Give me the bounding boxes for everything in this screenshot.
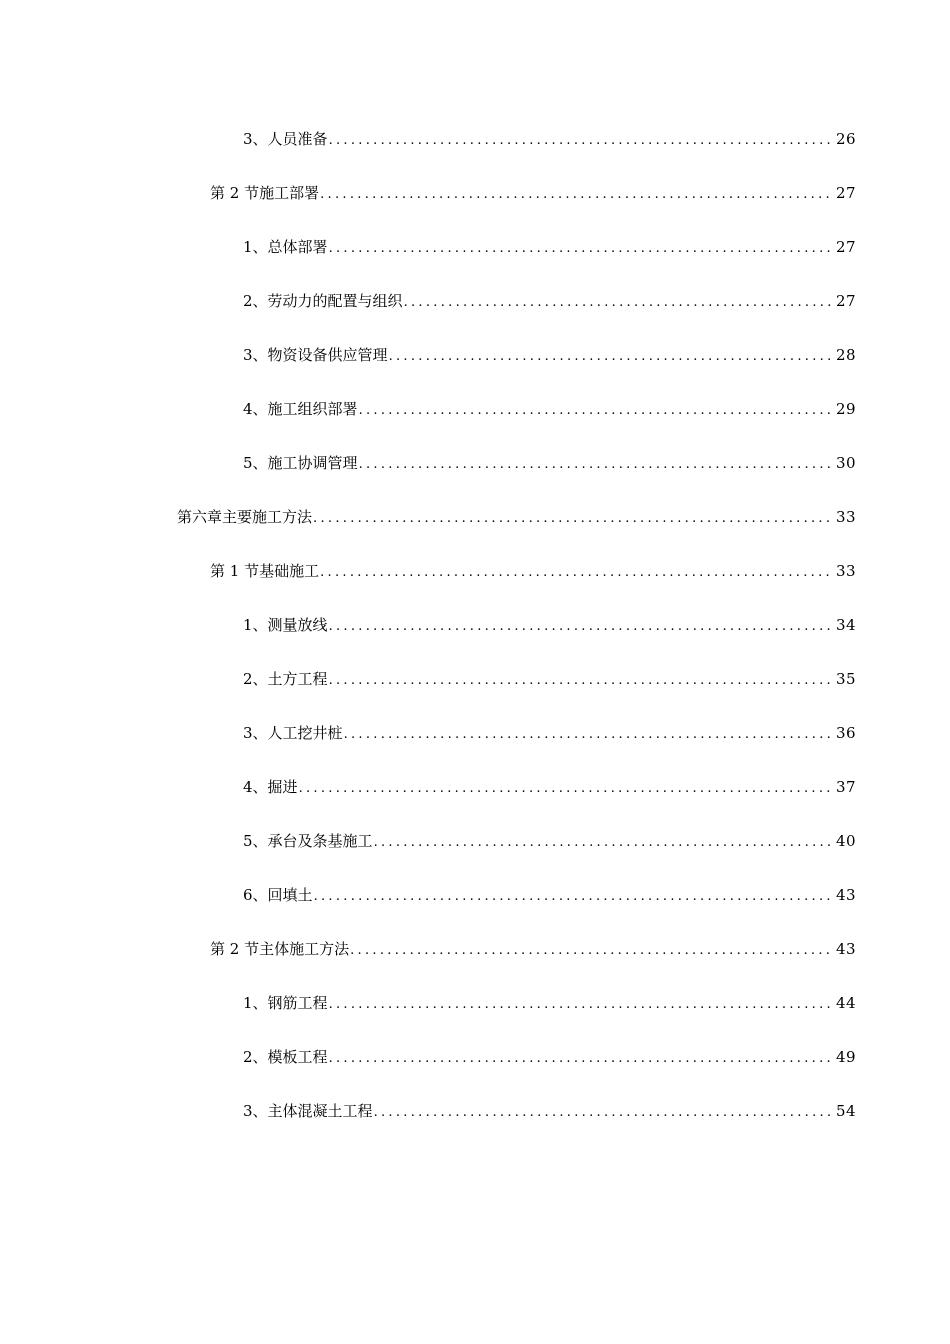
page-number: 30 xyxy=(836,454,857,472)
dot-leader xyxy=(329,670,833,692)
entry-title: 施工部署 xyxy=(259,184,320,202)
toc-entry-item[interactable] xyxy=(0,668,950,690)
entry-number: 5、 xyxy=(243,832,268,850)
page-number: 43 xyxy=(836,940,857,958)
toc-entry-item[interactable] xyxy=(0,776,950,798)
toc-entry-chapter[interactable] xyxy=(0,506,950,528)
entry-title: 主体施工方法 xyxy=(259,940,350,958)
dot-leader xyxy=(320,184,833,206)
entry-title: 土方工程 xyxy=(267,670,328,688)
entry-title: 人工挖井桩 xyxy=(267,724,343,742)
entry-number: 1、 xyxy=(243,994,268,1012)
dot-leader xyxy=(329,130,833,152)
dot-leader xyxy=(350,940,833,962)
entry-number: 2、 xyxy=(243,1048,268,1066)
entry-title: 主要施工方法 xyxy=(222,508,313,526)
page-number: 34 xyxy=(836,616,857,634)
dot-leader xyxy=(299,778,833,800)
toc-entry-section[interactable] xyxy=(0,938,950,960)
page-number: 35 xyxy=(836,670,857,688)
entry-number: 1、 xyxy=(243,616,268,634)
toc-entry-item[interactable] xyxy=(0,1046,950,1068)
entry-title: 劳动力的配置与组织 xyxy=(267,292,403,310)
toc-entry-item[interactable] xyxy=(0,884,950,906)
page-number: 28 xyxy=(836,346,857,364)
page-number: 43 xyxy=(836,886,857,904)
entry-number: 第 1 节 xyxy=(210,562,260,580)
toc-entry-item[interactable] xyxy=(0,830,950,852)
entry-title: 测量放线 xyxy=(267,616,328,634)
toc-entry-item[interactable] xyxy=(0,614,950,636)
entry-title: 主体混凝土工程 xyxy=(267,1102,373,1120)
toc-entry-section[interactable] xyxy=(0,182,950,204)
entry-number: 第 2 节 xyxy=(210,184,260,202)
entry-title: 施工组织部署 xyxy=(267,400,358,418)
toc-entry-item[interactable] xyxy=(0,398,950,420)
entry-number: 3、 xyxy=(243,1102,268,1120)
entry-number: 3、 xyxy=(243,724,268,742)
entry-title: 模板工程 xyxy=(267,1048,328,1066)
page-number: 37 xyxy=(836,778,857,796)
page-number: 49 xyxy=(836,1048,857,1066)
entry-number: 5、 xyxy=(243,454,268,472)
page-number: 27 xyxy=(836,238,857,256)
dot-leader xyxy=(404,292,833,314)
dot-leader xyxy=(329,1048,833,1070)
toc-entry-item[interactable] xyxy=(0,1100,950,1122)
entry-title: 承台及条基施工 xyxy=(267,832,373,850)
entry-title: 掘进 xyxy=(267,778,298,796)
entry-number: 2、 xyxy=(243,292,268,310)
dot-leader xyxy=(389,346,833,368)
entry-title: 回填土 xyxy=(267,886,313,904)
entry-number: 6、 xyxy=(243,886,268,904)
dot-leader xyxy=(374,1102,833,1124)
page-number: 44 xyxy=(836,994,857,1012)
page-number: 54 xyxy=(836,1102,857,1120)
dot-leader xyxy=(329,238,833,260)
entry-number: 4、 xyxy=(243,778,268,796)
dot-leader xyxy=(329,616,833,638)
dot-leader xyxy=(313,508,833,530)
page-number: 27 xyxy=(836,292,857,310)
toc-entry-item[interactable] xyxy=(0,722,950,744)
toc-entry-item[interactable] xyxy=(0,236,950,258)
toc-entry-item[interactable] xyxy=(0,290,950,312)
entry-number: 3、 xyxy=(243,346,268,364)
entry-number: 4、 xyxy=(243,400,268,418)
entry-title: 总体部署 xyxy=(267,238,328,256)
entry-number: 2、 xyxy=(243,670,268,688)
entry-number: 第 2 节 xyxy=(210,940,260,958)
toc-entry-item[interactable] xyxy=(0,344,950,366)
entry-title: 钢筋工程 xyxy=(267,994,328,1012)
entry-title: 物资设备供应管理 xyxy=(267,346,388,364)
dot-leader xyxy=(329,994,833,1016)
page-number: 29 xyxy=(836,400,857,418)
dot-leader xyxy=(320,562,833,584)
entry-number: 1、 xyxy=(243,238,268,256)
dot-leader xyxy=(359,400,833,422)
page-number: 33 xyxy=(836,508,857,526)
entry-title: 人员准备 xyxy=(267,130,328,148)
entry-title: 施工协调管理 xyxy=(267,454,358,472)
entry-title: 基础施工 xyxy=(259,562,320,580)
page-number: 27 xyxy=(836,184,857,202)
toc-entry-section[interactable] xyxy=(0,560,950,582)
toc-entry-item[interactable] xyxy=(0,992,950,1014)
entry-number: 第六章 xyxy=(177,508,223,526)
page-number: 33 xyxy=(836,562,857,580)
dot-leader xyxy=(344,724,833,746)
entry-number: 3、 xyxy=(243,130,268,148)
dot-leader xyxy=(374,832,833,854)
page-number: 26 xyxy=(836,130,857,148)
toc-entry-item[interactable] xyxy=(0,452,950,474)
dot-leader xyxy=(314,886,833,908)
toc-entry-item[interactable] xyxy=(0,128,950,150)
page-number: 40 xyxy=(836,832,857,850)
page-number: 36 xyxy=(836,724,857,742)
dot-leader xyxy=(359,454,833,476)
